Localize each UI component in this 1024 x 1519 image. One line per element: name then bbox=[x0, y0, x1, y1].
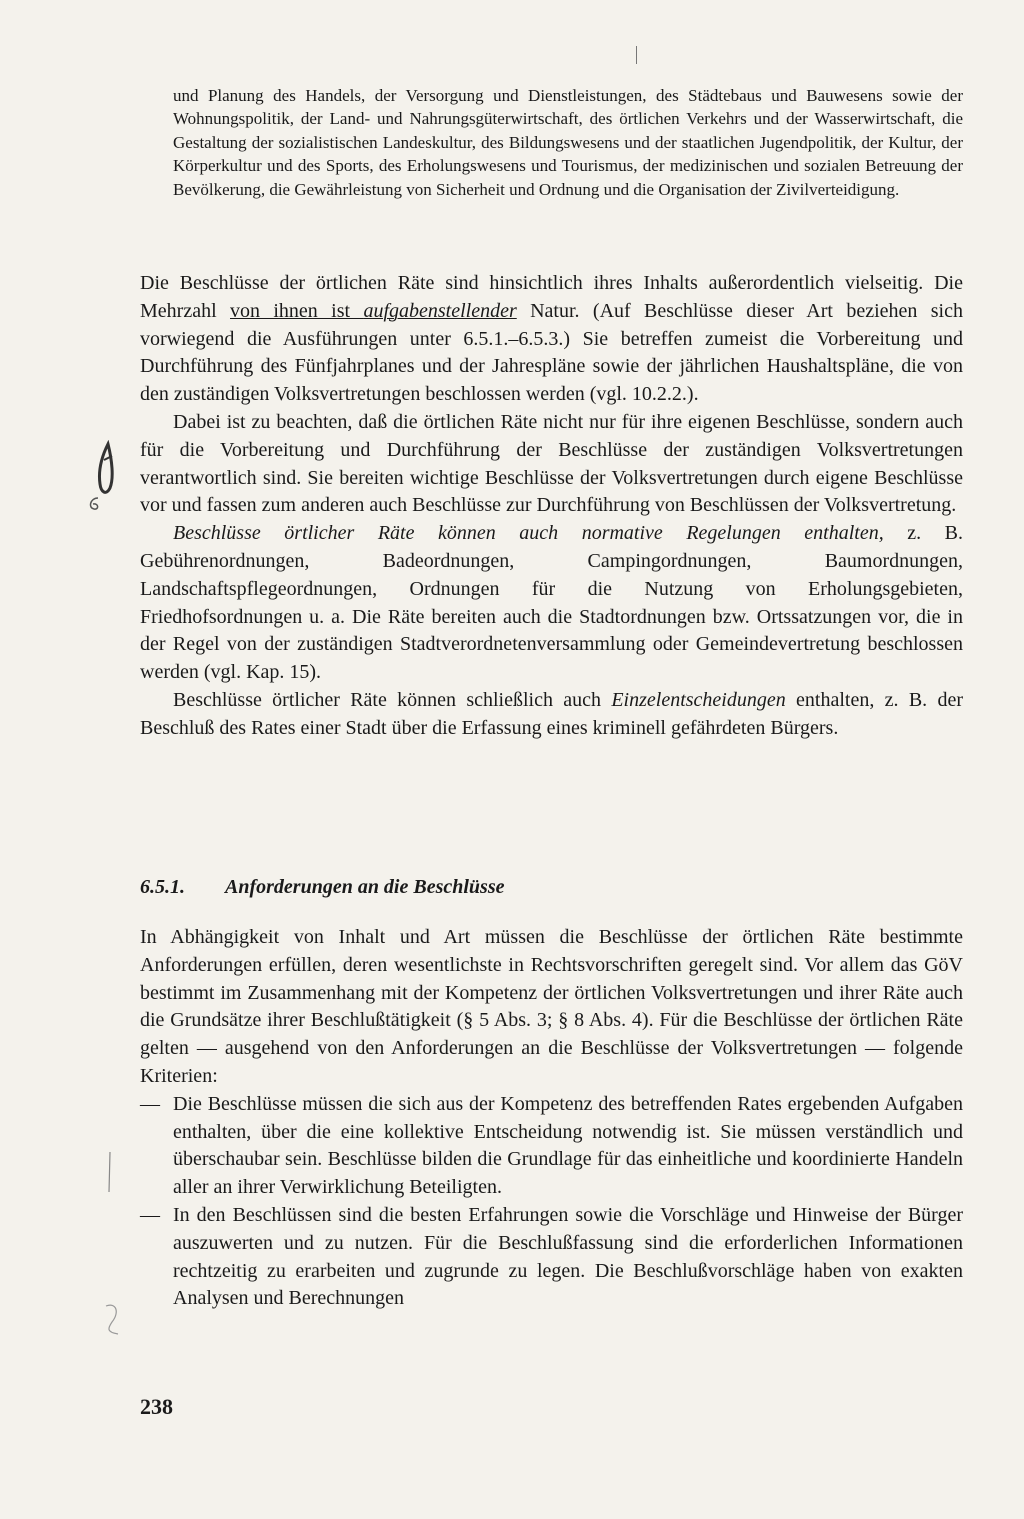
section-number: 6.5.1. bbox=[140, 876, 185, 898]
scan-mark bbox=[636, 46, 637, 64]
section-heading bbox=[140, 876, 963, 899]
list-item: — In den Beschlüssen sind die besten Erfahrungen sowie die Vorschläge und Hinweise der Bürger auszuwerten und zu nutzen. Für die Beschlußfassung sind die erforderlichen Informationen rechtzeitig zu erarbeiten und zugrunde zu legen. Die Beschlußvorschläge haben von exakten Analysen und Berechnungen bbox=[140, 1203, 963, 1310]
handwritten-mark bbox=[100, 1148, 120, 1198]
emphasis-einzel: Einzelentscheidungen bbox=[611, 688, 786, 711]
section-title: Anforderungen an die Beschlüsse bbox=[225, 876, 505, 898]
paragraph-3: Beschlüsse örtlicher Räte können auch normative Regelungen enthalten, z. B. Gebührenordnungen, Badeordnungen, Campingordnungen, Baumordnungen, Landschaftspflegeordnungen, Ordnungen für die Nutzung von Erholungsgebieten, Friedhofsordnungen u. a. Die Räte bereiten auch die Stadtordnungen bzw. Ortssatzungen vor, die in der Regel von der zuständigen Stadtverordnetenversammlung oder Gemeindevertretung beschlossen werden (vgl. Kap. 15). bbox=[140, 522, 963, 684]
main-text-block bbox=[140, 270, 963, 743]
dash-bullet: — bbox=[140, 1092, 160, 1115]
page-number: 238 bbox=[140, 1394, 173, 1419]
paragraph-4: Beschlüsse örtlicher Räte können schließlich auch Einzelentscheidungen enthalten, z. B. der Beschluß des Rates einer Stadt über die Erfassung eines kriminell gefährdeten Bürgers. bbox=[140, 688, 963, 739]
dash-bullet: — bbox=[140, 1203, 160, 1226]
intro-paragraph: und Planung des Handels, der Versorgung und Dienstleistungen, des Städtebaus und Bauwesens sowie der Wohnungspolitik, der Land- und Nahrungsgüterwirtschaft, des örtlichen Verkehrs und der Wasserwirtschaft, die Gestaltung der sozialistischen Landeskultur, des Bildungswesens und der staatlichen Jugendpolitik, der Kultur, der Körperkultur und des Sports, des Erholungswesens und Tourismus, der medizinischen und sozialen Betreuung der Bevölkerung, die Gewährleistung von Sicherheit und Ordnung und die Organisation der Zivilverteidigung. bbox=[173, 86, 963, 199]
emphasis-normative: Beschlüsse örtlicher Räte können auch normative Regelungen enthalten, bbox=[173, 522, 884, 545]
paragraph-2: Dabei ist zu beachten, daß die örtlichen Räte nicht nur für ihre eigenen Beschlüsse, sondern auch für die Vorbereitung und Durchführung der Beschlüsse der zuständigen Volksvertretungen verantwortlich sind. Sie bereiten wichtige Beschlüsse der Volksvertretungen durch eigene Beschlüsse vor und fassen zum anderen auch Beschlüsse zur Durchführung von Beschlüssen der Volksvertretung. bbox=[140, 410, 963, 517]
handwritten-mark bbox=[84, 494, 104, 514]
list-item: — Die Beschlüsse müssen die sich aus der Kompetenz des betreffenden Rates ergebenden Aufgaben enthalten, über die eine kollektive Entscheidung notwendig ist. Sie müssen verständlich und überschaubar sein. Beschlüsse bilden die Grundlage für das einheitliche und koordinierte Handeln aller an ihrer Verwirklichung Beteiligten. bbox=[140, 1092, 963, 1199]
section-text-block bbox=[140, 924, 963, 1313]
underlined-phrase: von ihnen ist aufgabenstellender bbox=[230, 299, 517, 322]
paragraph-1: Die Beschlüsse der örtlichen Räte sind hinsichtlich ihres Inhalts außerordentlich vielseitig. Die Mehrzahl von ihnen ist aufgabenstellender Natur. (Auf Beschlüsse dieser Art beziehen sich vorwiegend die Ausführungen unter 6.5.1.–6.5.3.) Sie betreffen zumeist die Vorbereitung und Durchführung des Fünfjahrplanes und der Jahrespläne sowie der jährlichen Haushaltspläne, die von den zuständigen Volksvertretungen beschlossen werden (vgl. 10.2.2.). bbox=[140, 272, 963, 406]
paragraph-5: In Abhängigkeit von Inhalt und Art müssen die Beschlüsse der örtlichen Räte bestimmte Anforderungen erfüllen, deren wesentlichste in Rechtsvorschriften geregelt sind. Vor allem das GöV bestimmt im Zusammenhang mit der Kompetenz der örtlichen Volksvertretungen und ihrer Räte auch die Grundsätze ihrer Beschlußtätigkeit (§ 5 Abs. 3; § 8 Abs. 4). Für die Beschlüsse der örtlichen Räte gelten — ausgehend von den Anforderungen an die Beschlüsse der Volksvertretungen — folgende Kriterien: bbox=[140, 926, 963, 1087]
handwritten-mark bbox=[100, 1300, 124, 1340]
